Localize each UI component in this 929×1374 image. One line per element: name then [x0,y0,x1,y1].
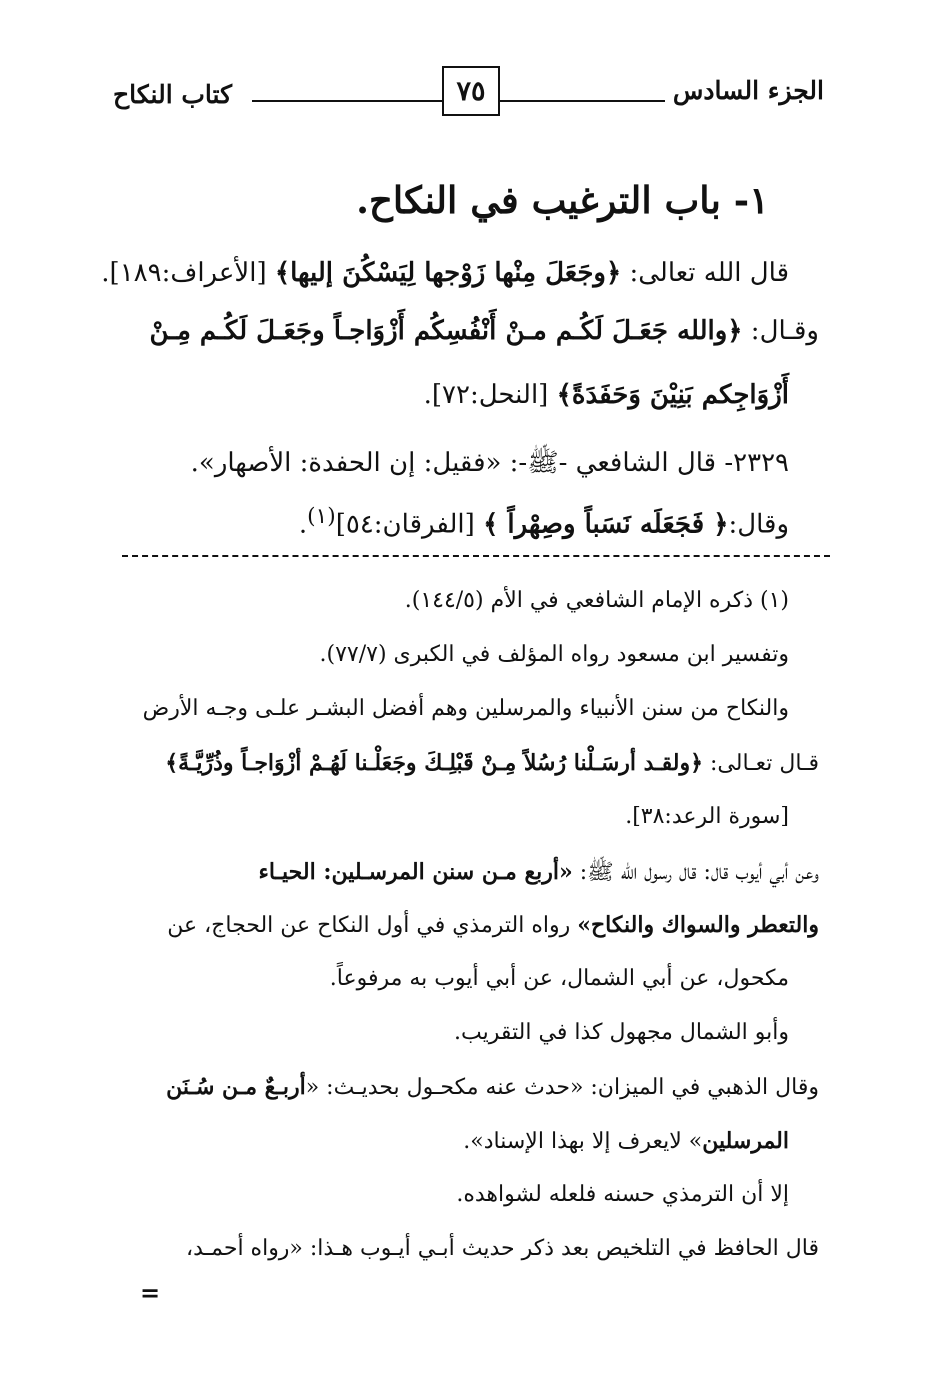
hadith-text: «أربع مـن سنن المرسـلين: الحيـاء [258,859,573,885]
body-text: قال الله تعالى: [621,258,789,288]
footnote-text: وقال الذهبي في الميزان: «حدث عنه مكحـول بحديـث: « [305,1075,819,1100]
footnote-line-4 [165,750,819,776]
footnote-separator [122,555,830,557]
footnote-line-13: قال الحافظ في التلخيص بعد ذكر حديث أبـي أيـوب هـذا: «رواه أحمـد، [186,1236,819,1261]
footnote-line-2: وتفسير ابن مسعود رواه المؤلف في الكبرى (٧٧/٧). [319,642,789,667]
footnote-line-5: [سورة الرعد:٣٨]. [625,804,789,829]
verse-reference: [الأعراف:١٨٩]. [101,258,275,288]
page-number: ٧٥ [456,75,486,107]
quran-verse: أَزْوَاجِكم بَنِيْنَ وَحَفَدَةً﴾ [556,380,789,410]
header-rule-right [500,100,665,102]
footnote-line-1: (١) ذكره الإمام الشافعي في الأم (١٤٤/٥). [404,588,789,613]
header-book-title: كتاب النكاح [113,80,232,109]
footnote-line-6 [259,858,819,890]
quran-verse: ﴿وجَعَلَ مِنْها زَوْجها لِيَسْكُنَ إليها﴾ [274,258,622,288]
verse-reference: [النحل:٧٢]. [423,380,557,410]
body-line-3 [424,380,789,410]
body-line-1 [101,258,789,288]
page-number-box [442,66,500,116]
continuation-mark: = [140,1278,161,1307]
footnote-line-10 [166,1074,819,1100]
quran-verse: ﴿والله جَعَـلَ لَكُـم مـنْ أَنْفُسِكُم أَزْوَاجـاً وجَعَـلَ لَكُـم مِـنْ [149,316,743,346]
footnote-line-9: وأبو الشمال مجهول كذا في التقريب. [454,1020,789,1045]
footnote-line-8: مكحول، عن أبي الشمال، عن أبي أيوب به مرفوعاً. [329,966,789,991]
chapter-title: ١- باب الترغيب في النكاح. [356,178,769,222]
body-text: وقـال: [742,316,819,346]
body-text: . [298,509,308,540]
header-volume: الجزء السادس [672,76,824,105]
footnote-text: » لايعرف إلا بهذا الإسناد». [463,1129,703,1154]
quran-verse: ﴿ فَجَعَلَه نَسَباً وصِهْراً ﴾ [483,509,729,540]
hadith-text: والتعطر والسواك والنكاح» [577,912,819,938]
footnote-line-11 [463,1128,789,1154]
footnote-text: رواه الترمذي في أول النكاح عن الحجاج، عن [167,913,578,938]
body-line-5 [299,504,789,540]
verse-reference: [الفرقان:٥٤] [335,509,484,540]
body-text: وقال: [728,509,789,540]
hadith-text: أربـعٌ مـن سُـنَن [166,1074,306,1100]
footnote-text: قـال تعـالى: [703,751,819,776]
footnote-line-7 [167,912,819,938]
footnote-text: وعن أبي أيوب قال: قال رسول الله ﷺ: [572,860,819,885]
hadith-text: المرسلين [702,1128,789,1154]
quran-verse: ﴿ولقـد أرسَـلْنا رُسُلاً مِـنْ قَبْلِـكَ وجَعَلْـنا لَهُـمْ أزْوَاجـاً وذُرِّيَّـةً﴾ [165,750,704,776]
header-rule-left [252,100,442,102]
footnote-line-3: والنكاح من سنن الأنبياء والمرسلين وهم أفضل البشـر علـى وجـه الأرض [142,696,789,721]
footnote-line-12: إلا أن الترمذي حسنه فلعله لشواهده. [456,1182,789,1207]
body-line-2 [150,316,819,346]
footnote-marker: (١) [307,504,336,529]
body-line-4: ٢٣٢٩- قال الشافعي -ﷺ-: «فقيل: إن الحفدة: الأصهار». [190,448,789,478]
